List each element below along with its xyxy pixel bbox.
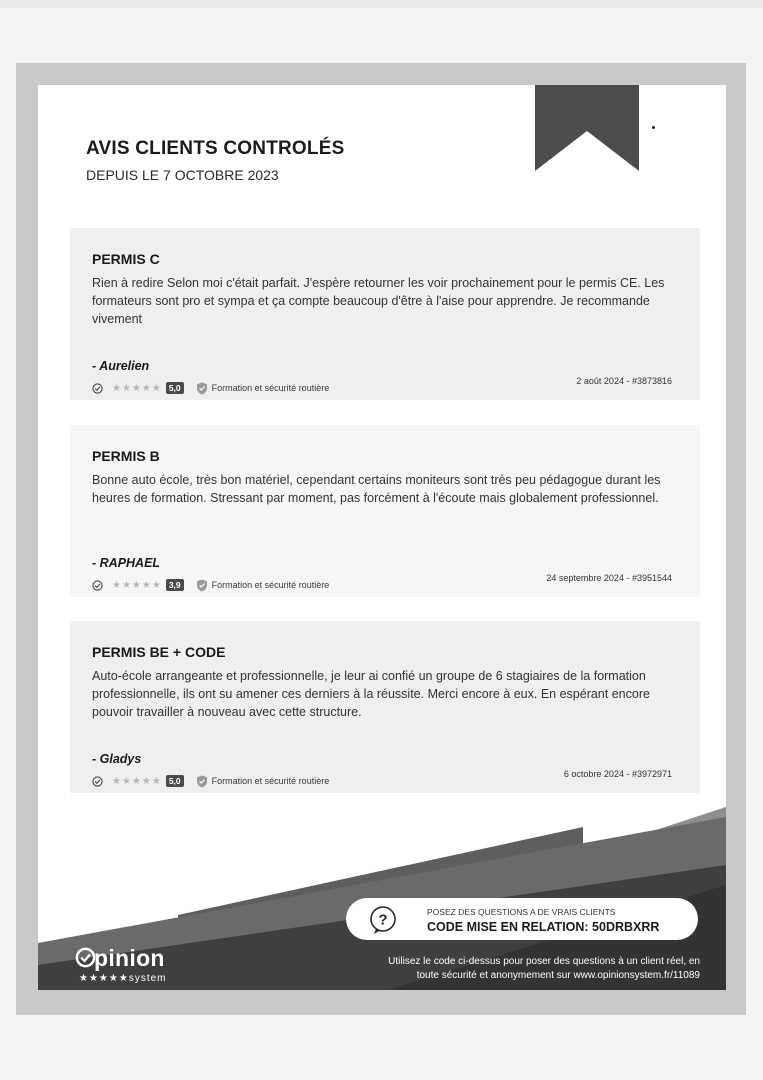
review-permit: PERMIS C [92, 251, 160, 267]
review-category: Formation et sécurité routière [211, 580, 330, 590]
page-subtitle: DEPUIS LE 7 OCTOBRE 2023 [86, 167, 279, 183]
review-text: Rien à redire Selon moi c'était parfait. J'espère retourner les voir prochainement pour le permis CE. Les formateurs sont pro et sympa et ça compte beaucoup d'être à l'aise pour apprendre. Je recommande vivement [92, 276, 665, 326]
review-author: - Aurelien [92, 359, 150, 373]
rating-score: 5,0 [166, 382, 184, 394]
question-bubble-icon [368, 905, 398, 935]
brand-name: pinion [94, 945, 165, 971]
review-permit: PERMIS B [92, 448, 160, 464]
rating-score: 5,0 [166, 775, 184, 787]
review-sheet [38, 85, 726, 990]
contact-code: CODE MISE EN RELATION: 50DRBXRR [427, 920, 660, 934]
rating-stars: ★★★★★ [112, 775, 162, 787]
footer-bands [38, 85, 726, 990]
scan-edge [0, 0, 763, 8]
review-author: - RAPHAEL [92, 556, 161, 570]
review-date: 2 août 2024 - #3873816 [576, 376, 672, 386]
brand-subtitle: ★★★★★system [79, 973, 167, 984]
review-author: - Gladys [92, 752, 142, 766]
review-permit: PERMIS BE + CODE [92, 644, 226, 660]
question-prompt: POSEZ DES QUESTIONS A DE VRAIS CLIENTS [427, 907, 616, 917]
footer-note-line: toute sécurité et anonymement sur www.opinionsystem.fr/11089 [416, 970, 700, 981]
rating-stars: ★★★★★ [112, 579, 162, 591]
review-text: Bonne auto école, très bon matériel, cependant certains moniteurs sont très peu pédagogue durant les heures de formation. Stressant par moment, pas forcément à l'écoute mais globalement professionnel. [92, 473, 661, 505]
review-date: 24 septembre 2024 - #3951544 [546, 573, 672, 583]
review-text: Auto-école arrangeante et professionnelle, je leur ai confié un groupe de 6 stagiaires de la formation professionnelle, ils ont su amener ces derniers à la réussite. Merci encore à eux. En espérant encore pouvoir travailler à nouveau avec cette structure. [92, 669, 650, 719]
review-date: 6 octobre 2024 - #3972971 [563, 769, 672, 779]
review-category: Formation et sécurité routière [211, 776, 330, 786]
contact-code-box [346, 898, 698, 940]
opinion-logo-icon [75, 947, 96, 968]
review-category: Formation et sécurité routière [211, 383, 330, 393]
footer-note [328, 955, 700, 983]
footer-note-line: Utilisez le code ci-dessus pour poser des questions à un client réel, en [388, 956, 700, 967]
rating-score: 3,9 [166, 579, 184, 591]
page-title: AVIS CLIENTS CONTROLÉS [86, 138, 345, 159]
rating-stars: ★★★★★ [112, 382, 162, 394]
svg-text:?: ? [378, 911, 388, 929]
